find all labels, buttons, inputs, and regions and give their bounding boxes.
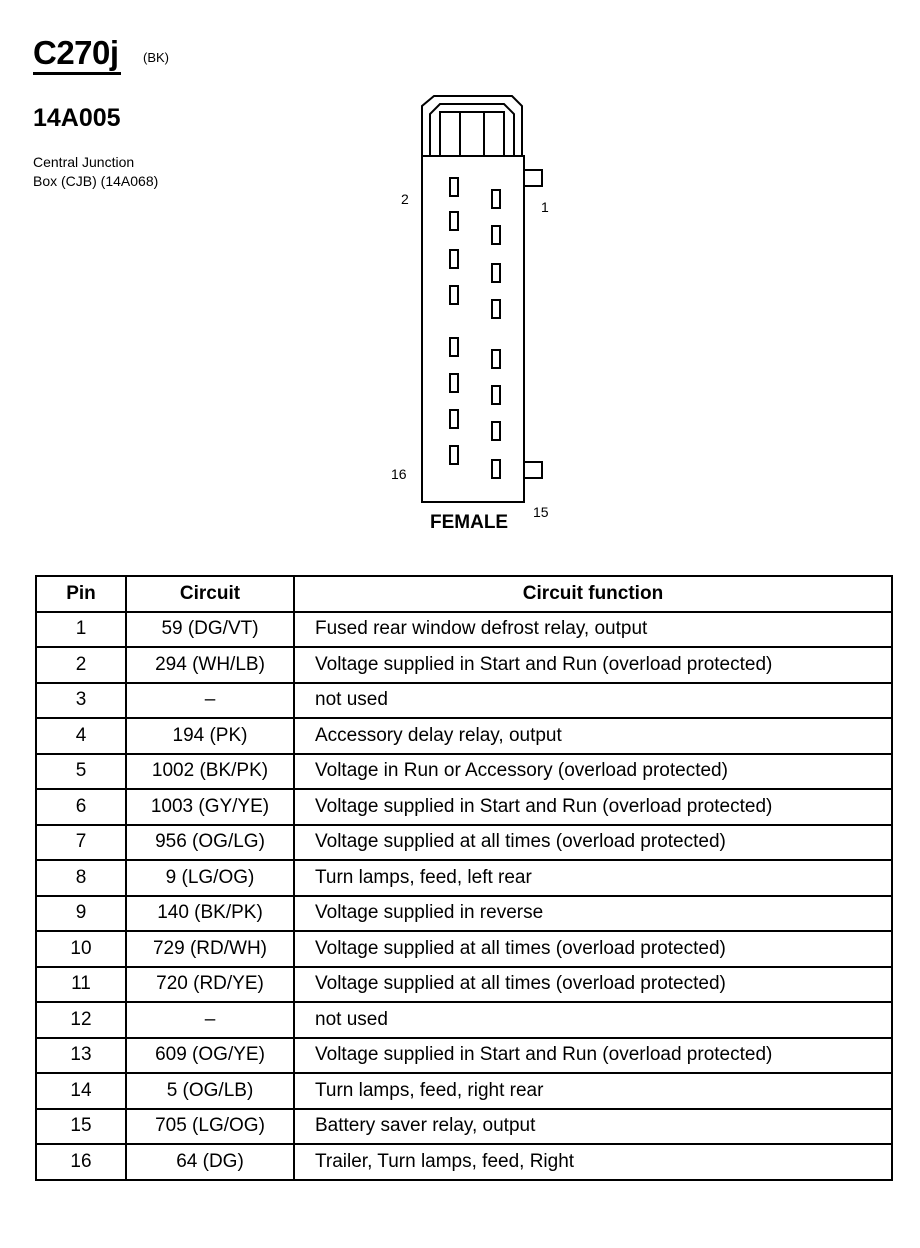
connector-id: C270j [33,34,119,71]
circuit-cell: 59 (DG/VT) [126,612,294,648]
pin-cell: 10 [36,931,126,967]
cavity [450,212,458,230]
circuit-cell: 729 (RD/WH) [126,931,294,967]
cavity [492,460,500,478]
cavity [450,178,458,196]
circuit-cell: 140 (BK/PK) [126,896,294,932]
table-row [36,1002,892,1038]
function-cell: not used [294,1002,892,1038]
table-row [36,860,892,896]
function-cell: Trailer, Turn lamps, feed, Right [294,1144,892,1180]
table-row [36,1038,892,1074]
pin-cell: 2 [36,647,126,683]
function-cell: Voltage supplied in Start and Run (overload protected) [294,1038,892,1074]
table-header-row [36,576,892,612]
connector-face-diagram [410,90,560,510]
function-cell: Turn lamps, feed, left rear [294,860,892,896]
header-circuit: Circuit [126,576,294,612]
pin-cell: 7 [36,825,126,861]
connector-body [422,156,524,502]
function-cell: Voltage supplied at all times (overload protected) [294,825,892,861]
circuit-cell: 9 (LG/OG) [126,860,294,896]
table-row [36,896,892,932]
side-tab-top [524,170,542,186]
connector-color: (BK) [143,50,169,65]
pin-cell: 14 [36,1073,126,1109]
function-cell: Accessory delay relay, output [294,718,892,754]
pin-cell: 3 [36,683,126,719]
function-cell: not used [294,683,892,719]
circuit-cell: 720 (RD/YE) [126,967,294,1003]
circuit-cell: – [126,1002,294,1038]
table-row [36,1109,892,1145]
pin-cell: 6 [36,789,126,825]
function-cell: Voltage supplied in Start and Run (overload protected) [294,647,892,683]
cavity [492,422,500,440]
cavity [492,226,500,244]
description-line-2: Box (CJB) (14A068) [33,173,159,189]
pin-cell: 12 [36,1002,126,1038]
pin-label-2: 2 [401,191,409,207]
function-cell: Voltage supplied at all times (overload protected) [294,931,892,967]
circuit-cell: 705 (LG/OG) [126,1109,294,1145]
cavity [492,264,500,282]
circuit-cell: 5 (OG/LB) [126,1073,294,1109]
pin-label-16: 16 [391,466,407,482]
pin-label-15: 15 [533,504,549,520]
pin-cell: 1 [36,612,126,648]
table-row [36,1144,892,1180]
side-tab-bottom [524,462,542,478]
pin-label-1: 1 [541,199,549,215]
table-row [36,825,892,861]
function-cell: Voltage supplied in reverse [294,896,892,932]
table-row [36,647,892,683]
table-row [36,967,892,1003]
cavity [450,250,458,268]
pin-cell: 8 [36,860,126,896]
circuit-cell: 1002 (BK/PK) [126,754,294,790]
table-row [36,1073,892,1109]
pin-cell: 13 [36,1038,126,1074]
pin-cell: 9 [36,896,126,932]
connector-description [33,153,158,191]
pin-cell: 15 [36,1109,126,1145]
header-pin: Pin [36,576,126,612]
pin-cell: 5 [36,754,126,790]
circuit-cell: 1003 (GY/YE) [126,789,294,825]
table-row [36,683,892,719]
header-circuit-function: Circuit function [294,576,892,612]
function-cell: Voltage supplied at all times (overload protected) [294,967,892,1003]
cavity [492,386,500,404]
description-line-1: Central Junction [33,154,135,170]
function-cell: Turn lamps, feed, right rear [294,1073,892,1109]
function-cell: Battery saver relay, output [294,1109,892,1145]
cavity [450,286,458,304]
cavity [492,300,500,318]
cavity [492,190,500,208]
pinout-table [35,575,893,1181]
pin-cell: 16 [36,1144,126,1180]
circuit-cell: – [126,683,294,719]
circuit-cell: 64 (DG) [126,1144,294,1180]
gender-label: FEMALE [430,512,509,533]
function-cell: Fused rear window defrost relay, output [294,612,892,648]
function-cell: Voltage supplied in Start and Run (overload protected) [294,789,892,825]
circuit-cell: 956 (OG/LG) [126,825,294,861]
pin-cell: 11 [36,967,126,1003]
circuit-cell: 609 (OG/YE) [126,1038,294,1074]
function-cell: Voltage in Run or Accessory (overload protected) [294,754,892,790]
pin-cell: 4 [36,718,126,754]
cavity [450,446,458,464]
table-row [36,754,892,790]
latch-window [440,112,504,156]
table-row [36,612,892,648]
cavity [450,338,458,356]
connector-id-underline [33,72,121,75]
table-row [36,718,892,754]
circuit-cell: 194 (PK) [126,718,294,754]
part-number: 14A005 [33,104,121,132]
table-row [36,789,892,825]
table-row [36,931,892,967]
cavity [492,350,500,368]
cavity [450,410,458,428]
circuit-cell: 294 (WH/LB) [126,647,294,683]
cavity [450,374,458,392]
